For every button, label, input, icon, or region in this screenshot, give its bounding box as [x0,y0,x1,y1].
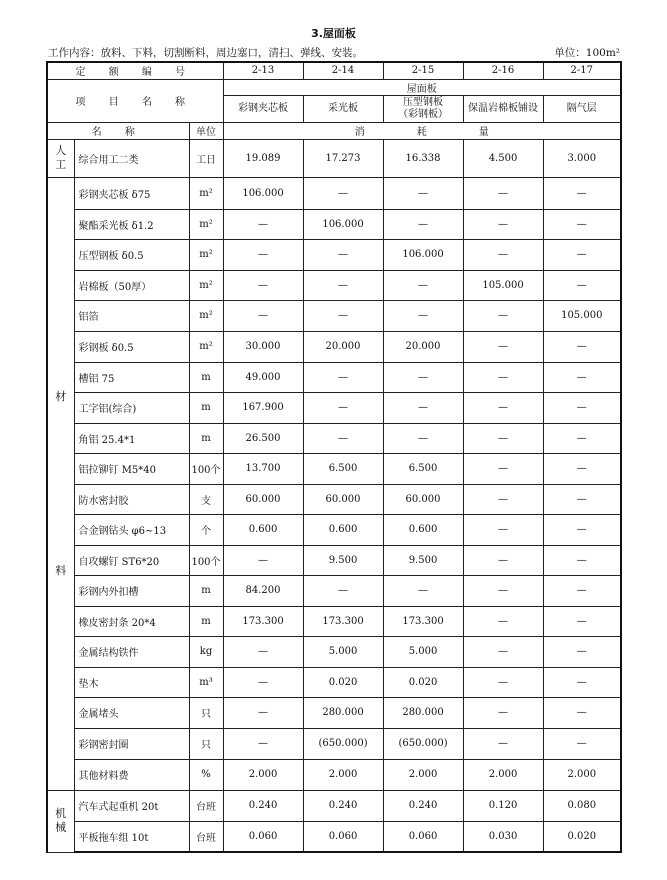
row-unit: 工日 [189,139,223,177]
row-value: — [383,177,463,209]
row-value: 30.000 [223,331,303,362]
quota-code: 2-13 [223,62,303,79]
row-name: 金属结构铁件 [74,636,189,667]
page-title: 3.屋面板 [311,27,356,40]
row-value: 2.000 [383,759,463,790]
row-value: 4.500 [463,139,543,177]
row-name: 聚酯采光板 δ1.2 [74,209,189,239]
row-value: 5.000 [303,636,383,667]
category-char: 材 [55,389,67,403]
row-unit: m² [189,239,223,270]
row-value: — [543,484,621,514]
row-unit: 100个 [189,453,223,484]
project-name-label: 项 目 名 称 [47,79,223,122]
category-material [47,177,74,790]
row-value: 106.000 [303,209,383,239]
row-unit: m [189,392,223,423]
row-value: 2.000 [223,759,303,790]
quota-code: 2-14 [303,62,383,79]
quota-table [46,61,622,853]
row-name: 自攻螺钉 ST6*20 [74,545,189,575]
meta-line [48,45,620,60]
row-value: — [543,667,621,697]
row-value: 13.700 [223,453,303,484]
row-value: — [463,667,543,697]
row-unit: 台班 [189,790,223,821]
category-char: 人 [55,144,67,157]
consumption-label [223,122,621,139]
row-name: 铝箔 [74,300,189,331]
row-value: — [463,514,543,545]
consumption-char: 量 [478,127,489,138]
row-value: — [543,514,621,545]
row-value: — [383,209,463,239]
row-value: 105.000 [543,300,621,331]
row-value: — [463,239,543,270]
row-value: — [303,300,383,331]
row-value: — [543,575,621,606]
row-value: 280.000 [303,697,383,728]
row-value: — [543,331,621,362]
row-unit: kg [189,636,223,667]
row-name: 角铝 25.4*1 [74,423,189,453]
row-value: — [383,392,463,423]
row-unit: 只 [189,728,223,759]
row-name: 汽车式起重机 20t [74,790,189,821]
quota-code: 2-16 [463,62,543,79]
row-value: — [223,728,303,759]
row-unit: m² [189,209,223,239]
row-value: 19.089 [223,139,303,177]
row-value: 0.600 [383,514,463,545]
row-value: — [223,667,303,697]
row-unit: m [189,362,223,392]
row-value: — [463,575,543,606]
row-value: 9.500 [303,545,383,575]
row-value: 0.600 [303,514,383,545]
row-value: — [463,484,543,514]
item-name-line: 保温岩棉板铺设 [468,102,539,114]
row-value: 0.240 [303,790,383,821]
row-value: 0.080 [543,790,621,821]
consumption-char: 耗 [416,127,427,138]
row-value: — [303,392,383,423]
row-value: — [543,636,621,667]
row-unit: m [189,575,223,606]
row-value: 60.000 [223,484,303,514]
row-value: — [543,697,621,728]
row-value: 60.000 [383,484,463,514]
row-value: — [223,270,303,300]
row-value: — [543,392,621,423]
row-value: 173.300 [303,606,383,636]
row-value: 0.240 [223,790,303,821]
row-value: — [463,423,543,453]
row-value: — [543,239,621,270]
item-name-line: 隔气层 [566,102,597,114]
row-unit: m² [189,300,223,331]
row-value: — [463,545,543,575]
row-value: 0.020 [543,821,621,852]
row-value: 106.000 [223,177,303,209]
category-machine [47,790,74,852]
category-char: 料 [55,563,67,577]
item-name [223,95,303,122]
row-value: 60.000 [303,484,383,514]
row-value: — [463,697,543,728]
row-value: — [303,362,383,392]
row-value: 0.030 [463,821,543,852]
row-value: 106.000 [383,239,463,270]
row-value: — [383,575,463,606]
row-value: 0.020 [303,667,383,697]
row-name: 垫木 [74,667,189,697]
category-labor [47,139,74,177]
row-unit: m² [189,177,223,209]
row-unit: m³ [189,667,223,697]
row-value: 0.020 [383,667,463,697]
row-value: 105.000 [463,270,543,300]
item-name [463,95,543,122]
row-value: — [223,239,303,270]
row-name: 防水密封胶 [74,484,189,514]
item-name [543,95,621,122]
unit-label: 单位：100m² [554,47,620,59]
row-value: — [223,697,303,728]
item-name-line: （彩钢板） [398,108,449,120]
row-value: — [463,453,543,484]
row-name: 槽铝 75 [74,362,189,392]
row-name: 其他材料费 [74,759,189,790]
row-value: — [223,300,303,331]
row-unit: 台班 [189,821,223,852]
row-name: 彩钢内外扣槽 [74,575,189,606]
row-value: 173.300 [383,606,463,636]
item-name-line: 采光板 [328,102,359,114]
row-value: — [383,300,463,331]
row-value: 2.000 [543,759,621,790]
row-unit: % [189,759,223,790]
row-name: 平板拖车组 10t [74,821,189,852]
row-name: 彩钢密封圈 [74,728,189,759]
row-value: 3.000 [543,139,621,177]
row-unit: 100个 [189,545,223,575]
row-name: 橡皮密封条 20*4 [74,606,189,636]
row-value: (650.000) [383,728,463,759]
row-value: 0.240 [383,790,463,821]
row-value: — [543,423,621,453]
row-value: 173.300 [223,606,303,636]
row-name: 压型钢板 δ0.5 [74,239,189,270]
row-value: — [223,636,303,667]
quota-code: 2-17 [543,62,621,79]
row-value: 0.120 [463,790,543,821]
row-value: — [463,209,543,239]
row-name: 金属堵头 [74,697,189,728]
row-value: (650.000) [303,728,383,759]
row-unit: m [189,423,223,453]
row-value: 167.900 [223,392,303,423]
category-char: 械 [55,821,67,834]
row-value: 20.000 [303,331,383,362]
row-value: — [543,545,621,575]
item-name-line: 压型钢板 [403,96,444,108]
row-value: 6.500 [383,453,463,484]
row-value: — [383,423,463,453]
row-name: 工字铝(综合) [74,392,189,423]
row-value: 0.600 [223,514,303,545]
row-value: — [463,300,543,331]
unit-col-label: 单位 [189,122,223,139]
row-value: 26.500 [223,423,303,453]
row-value: 5.000 [383,636,463,667]
row-value: 0.060 [383,821,463,852]
row-value: 49.000 [223,362,303,392]
row-value: — [543,453,621,484]
row-unit: 个 [189,514,223,545]
row-value: — [543,728,621,759]
row-value: — [303,423,383,453]
name-label: 名 称 [47,122,189,139]
row-value: — [543,177,621,209]
item-name-line: 彩钢夹芯板 [238,102,289,114]
row-name: 岩棉板（50厚） [74,270,189,300]
row-value: — [303,239,383,270]
item-name [383,95,463,122]
row-name: 铝拉铆钉 M5*40 [74,453,189,484]
row-value: — [543,270,621,300]
row-value: — [303,575,383,606]
row-value: — [543,209,621,239]
row-value: — [463,331,543,362]
row-value: 84.200 [223,575,303,606]
row-value: — [383,362,463,392]
quota-number-label: 定 额 编 号 [47,62,223,79]
row-unit: m [189,606,223,636]
category-char: 工 [55,158,67,171]
category-char: 机 [55,807,67,820]
item-name [303,95,383,122]
row-value: — [463,177,543,209]
row-value: 2.000 [463,759,543,790]
row-value: — [383,270,463,300]
row-name: 综合用工二类 [74,139,189,177]
row-value: — [463,362,543,392]
row-value: 9.500 [383,545,463,575]
row-unit: m² [189,270,223,300]
row-value: 280.000 [383,697,463,728]
row-value: — [463,636,543,667]
row-unit: 只 [189,697,223,728]
quota-code: 2-15 [383,62,463,79]
row-unit: 支 [189,484,223,514]
row-value: 20.000 [383,331,463,362]
row-unit: m² [189,331,223,362]
row-name: 彩钢板 δ0.5 [74,331,189,362]
row-value: 6.500 [303,453,383,484]
group-label: 屋面板 [223,79,621,95]
row-value: — [463,606,543,636]
row-value: 17.273 [303,139,383,177]
row-value: 0.060 [303,821,383,852]
row-value: — [303,270,383,300]
consumption-char: 消 [354,127,365,138]
row-value: 16.338 [383,139,463,177]
row-name: 合金钢钻头 φ6~13 [74,514,189,545]
row-name: 彩钢夹芯板 δ75 [74,177,189,209]
row-value: — [463,728,543,759]
row-value: — [463,392,543,423]
row-value: 2.000 [303,759,383,790]
row-value: — [303,177,383,209]
row-value: — [543,362,621,392]
row-value: 0.060 [223,821,303,852]
row-value: — [223,209,303,239]
row-value: — [223,545,303,575]
work-content: 工作内容：放料、下料，切割断料，周边塞口，清扫、弹线、安装。 [48,47,363,59]
row-value: — [543,606,621,636]
